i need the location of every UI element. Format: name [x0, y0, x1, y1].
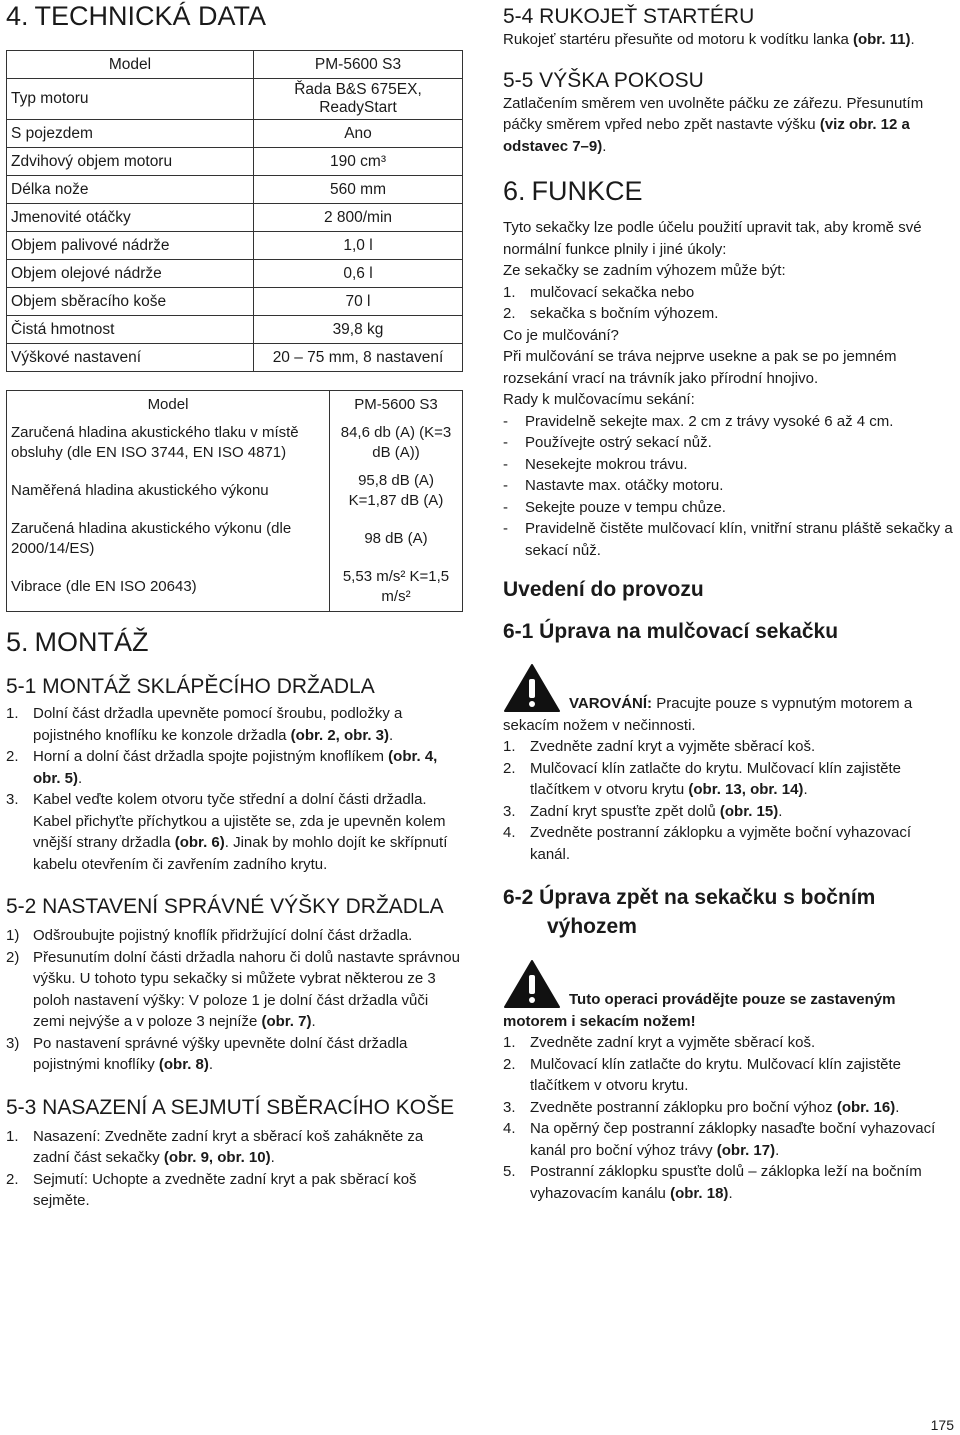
figure-ref: (obr. 8)	[158, 1056, 209, 1073]
spec-label: Objem palivové nádrže	[7, 232, 254, 260]
list-item	[6, 1126, 464, 1169]
figure-ref: (obr. 7)	[261, 1013, 312, 1030]
spec-label: Čistá hmotnost	[7, 316, 254, 344]
noise-table	[6, 390, 463, 612]
list-item	[503, 1118, 953, 1161]
item-text: Zadní kryt spusťte zpět dolů	[530, 802, 720, 820]
section-5-heading	[6, 626, 464, 658]
item-text: Sekejte pouze v tempu chůze.	[525, 498, 726, 516]
item-text-end: .	[803, 781, 808, 798]
left-column	[6, 0, 464, 1212]
spec-value: Ano	[254, 120, 463, 148]
dash-bullet: -	[503, 498, 508, 516]
warning-6-1	[503, 665, 953, 736]
section-6-1-heading: 6-1 Úprava na mulčovací sekačku	[503, 620, 839, 643]
item-number: 2)	[6, 948, 20, 966]
item-text: Mulčovací klín zatlačte do krytu. Mulčovací klín zajistěte tlačítkem v otvoru krytu.	[530, 1055, 901, 1094]
noise-label: Zaručená hladina akustického výkonu (dle 2000/14/ES)	[7, 515, 330, 563]
warning-body: Pracujte pouze s vypnutým motorem a sekacím nožem v nečinnosti.	[503, 695, 913, 734]
item-text: Dolní část držadla upevněte pomocí šroubu, podložky a pojistného knoflíku ke konzole držadla	[33, 705, 403, 744]
spec-value: 1,0 l	[254, 232, 463, 260]
funkce-answer: Při mulčování se tráva nejprve usekne a pak se po jemném rozsekání vrací na trávník jako přírodní hnojivo.	[503, 348, 897, 387]
section-5-4-heading: 5-4 RUKOJEŤ STARTÉRU	[503, 5, 755, 28]
item-text: Na opěrný čep postranní záklopky nasaďte boční vyhazovací kanál pro boční výhoz trávy	[530, 1120, 936, 1159]
table-row	[7, 260, 463, 288]
section-6-2-heading: 6-2 Úprava zpět na sekačku s bočním výhozem	[503, 886, 876, 938]
item-number: 1.	[6, 705, 19, 722]
figure-ref: (obr. 16)	[836, 1098, 896, 1116]
list-item	[503, 758, 953, 801]
warning-triangle-icon	[503, 663, 561, 713]
section-number: 5.	[6, 627, 29, 657]
item-number: 2.	[6, 1170, 19, 1188]
figure-ref: (obr. 11)	[852, 31, 911, 48]
item-text: Kabel veďte kolem otvoru tyče střední a dolní části držadla. Kabel přichyťte příchytkou a ujistěte se, zda je upevněn kolem vnější strany držadla	[33, 791, 446, 851]
item-text-end: .	[311, 1013, 316, 1030]
section-5-1-heading: 5-1 MONTÁŽ SKLÁPĚCÍHO DRŽADLA	[6, 675, 375, 698]
item-number: 3.	[503, 1098, 516, 1116]
item-number: 2.	[503, 759, 516, 777]
item-text-end: .	[895, 1098, 900, 1116]
section-4-heading	[6, 0, 464, 32]
warning-6-2	[503, 961, 953, 1032]
spec-value: Řada B&S 675EX, ReadyStart	[254, 79, 463, 120]
item-text: Nastavte max. otáčky motoru.	[525, 477, 724, 494]
table-row	[7, 176, 463, 204]
figure-ref: (obr. 4, obr. 5)	[33, 748, 438, 787]
funkce-intro: Tyto sekačky lze podle účelu použití upravit tak, aby kromě své normální funkce plnily i jiné úkoly:	[503, 219, 922, 258]
item-text: sekačka s bočním výhozem.	[530, 305, 719, 322]
item-text: Odšroubujte pojistný knoflík přidržující dolní část držadla.	[33, 927, 413, 944]
noise-value: 98 dB (A)	[330, 515, 463, 563]
item-number: 3)	[6, 1034, 20, 1052]
item-text: Po nastavení správné výšky upevněte dolní část držadla pojistnými knoflíky	[33, 1034, 408, 1073]
item-text: Mulčovací klín zatlačte do krytu. Mulčovací klín zajistěte tlačítkem v otvoru krytu	[530, 759, 901, 798]
section-5-5-heading: 5-5 VÝŠKA POKOSU	[503, 68, 704, 92]
list-item	[503, 736, 953, 758]
item-text: Zvedněte zadní kryt a vyjměte sběrací koš.	[530, 1034, 816, 1051]
paragraph-text: Rukojeť startéru přesuňte od motoru k vodítku lanka	[503, 31, 853, 48]
item-text: Zvedněte postranní záklopku a vyjměte boční vyhazovací kanál.	[530, 824, 912, 863]
table-row	[7, 563, 463, 612]
paragraph-end: .	[910, 31, 915, 48]
list-item	[6, 1033, 464, 1076]
figure-ref: (obr. 15)	[719, 802, 779, 820]
figure-ref: (obr. 6)	[174, 834, 225, 851]
item-text: Pravidelně čistěte mulčovací klín, vnitřní stranu pláště sekačky a sekací nůž.	[525, 520, 953, 559]
section-title: MONTÁŽ	[34, 627, 149, 657]
funkce-tips-list	[503, 411, 953, 562]
dash-bullet: -	[503, 412, 508, 430]
list-item	[503, 1054, 953, 1097]
spec-label: S pojezdem	[7, 120, 254, 148]
list-item	[503, 518, 953, 561]
item-text: Nesekejte mokrou trávu.	[525, 455, 688, 473]
noise-header-value: PM-5600 S3	[330, 391, 463, 420]
item-text-end: .	[775, 1141, 780, 1159]
item-number: 5.	[503, 1163, 516, 1180]
table-row	[7, 467, 463, 515]
noise-header-row	[7, 391, 463, 420]
paragraph-end: .	[602, 137, 607, 155]
start-heading: Uvedení do provozu	[503, 578, 704, 601]
section-6-heading	[503, 175, 953, 207]
spec-label: Typ motoru	[7, 79, 254, 120]
noise-header-label: Model	[7, 391, 330, 420]
noise-label: Vibrace (dle EN ISO 20643)	[7, 563, 330, 612]
item-text: Zvedněte zadní kryt a vyjměte sběrací koš.	[530, 738, 816, 755]
table-row	[7, 204, 463, 232]
item-number: 3.	[6, 791, 19, 808]
noise-label: Zaručená hladina akustického tlaku v místě obsluhy (dle EN ISO 3744, EN ISO 4871)	[7, 419, 330, 467]
spec-label: Objem sběracího koše	[7, 288, 254, 316]
spec-label: Zdvihový objem motoru	[7, 148, 254, 176]
list-item	[6, 789, 464, 875]
list-item	[503, 497, 953, 519]
item-text-end: .	[778, 802, 783, 820]
figure-ref: (obr. 18)	[670, 1184, 729, 1202]
item-number: 1.	[503, 1034, 516, 1051]
item-number: 1)	[6, 927, 20, 944]
table-row	[7, 344, 463, 372]
item-text-end: . Jinak by mohlo dojít ke skřípnutí kabelu otevřením či zavřením zadního krytu.	[33, 834, 448, 873]
warning-text: Tuto operaci provádějte pouze se zastaveným motorem i sekacím nožem!	[503, 991, 896, 1030]
table-row	[7, 419, 463, 467]
list-item	[503, 1032, 953, 1054]
item-text: Přesunutím dolní části držadla nahoru či dolů nastavte správnou výšku. U tohoto typu sekačky si můžete vybrat některou ze 3 poloh nastavení výšky: V poloze 1 je dolní část držadla vůči zemi nejvýše a v poloze 3 nejníže	[33, 948, 460, 1030]
spec-value: 70 l	[254, 288, 463, 316]
item-text-end: .	[270, 1149, 275, 1166]
dash-bullet: -	[503, 520, 508, 537]
item-text: Zvedněte postranní záklopku pro boční výhoz	[530, 1098, 837, 1116]
list-item	[503, 303, 953, 325]
noise-value: 5,53 m/s² K=1,5 m/s²	[330, 563, 463, 612]
spec-value: 2 800/min	[254, 204, 463, 232]
list-item	[503, 1161, 953, 1204]
figure-ref: (viz obr. 12 a odstavec 7–9)	[503, 116, 910, 155]
item-text: Nasazení: Zvedněte zadní kryt a sběrací koš zahákněte za zadní část sekačky	[33, 1127, 424, 1166]
item-number: 1.	[6, 1127, 19, 1145]
item-number: 2.	[503, 1055, 516, 1073]
spec-header-row	[7, 51, 463, 79]
item-text: Postranní záklopku spusťte dolů – záklopka leží na bočním vyhazovacím kanálu	[530, 1163, 922, 1202]
spec-label: Výškové nastavení	[7, 344, 254, 372]
funkce-options-list	[503, 282, 953, 325]
spec-label: Jmenovité otáčky	[7, 204, 254, 232]
paragraph-text: Zatlačením směrem ven uvolněte páčku ze zářezu. Přesunutím páčky směrem vpřed nebo zpět nastavte výšku	[503, 94, 924, 133]
funkce-tips-lead: Rady k mulčovacímu sekání:	[503, 391, 695, 408]
figure-ref: (obr. 9, obr. 10)	[163, 1149, 271, 1166]
list-item	[503, 475, 953, 497]
list-item	[503, 454, 953, 476]
spec-header-label: Model	[7, 51, 254, 79]
list-item	[503, 1097, 953, 1119]
item-text: mulčovací sekačka nebo	[530, 283, 695, 301]
list-item	[6, 703, 464, 746]
spec-table	[6, 50, 463, 372]
noise-label: Naměřená hladina akustického výkonu	[7, 467, 330, 515]
warning-text	[503, 693, 953, 736]
noise-value: 84,6 db (A) (K=3 dB (A))	[330, 419, 463, 467]
item-number: 1.	[503, 738, 516, 755]
section-title: FUNKCE	[531, 176, 643, 206]
funkce-options-lead: Ze sekačky se zadním výhozem může být:	[503, 262, 786, 279]
section-5-1-list	[6, 703, 464, 875]
list-item	[503, 282, 953, 304]
spec-value: 560 mm	[254, 176, 463, 204]
table-row	[7, 148, 463, 176]
item-text-end: .	[728, 1184, 733, 1202]
spec-value: 20 – 75 mm, 8 nastavení	[254, 344, 463, 372]
section-5-2-list	[6, 925, 464, 1076]
item-number: 3.	[503, 802, 516, 820]
figure-ref: (obr. 17)	[716, 1141, 776, 1159]
section-6-1-list	[503, 736, 953, 865]
noise-value: 95,8 dB (A) K=1,87 dB (A)	[330, 467, 463, 515]
right-column	[503, 0, 953, 1204]
item-number: 1.	[503, 283, 516, 301]
section-5-3-list	[6, 1126, 464, 1212]
table-row	[7, 232, 463, 260]
table-row	[7, 120, 463, 148]
item-text: Horní a dolní část držadla spojte pojistným knoflíkem	[33, 748, 389, 765]
page-number: 175	[930, 1417, 954, 1433]
section-5-4-text	[503, 29, 953, 51]
dash-bullet: -	[503, 455, 508, 473]
item-text: Pravidelně sekejte max. 2 cm z trávy vysoké 6 až 4 cm.	[525, 412, 894, 430]
section-number: 4.	[6, 1, 29, 31]
item-text: Sejmutí: Uchopte a zvedněte zadní kryt a pak sběrací koš sejměte.	[33, 1170, 417, 1209]
list-item	[6, 947, 464, 1033]
section-5-2-heading: 5-2 NASTAVENÍ SPRÁVNÉ VÝŠKY DRŽADLA	[6, 895, 444, 918]
item-number: 4.	[503, 1120, 516, 1137]
section-5-3-heading: 5-3 NASAZENÍ A SEJMUTÍ SBĚRACÍHO KOŠE	[6, 1095, 455, 1119]
item-text-end: .	[208, 1056, 214, 1073]
list-item	[6, 746, 464, 789]
spec-header-value: PM-5600 S3	[254, 51, 463, 79]
spec-label: Délka nože	[7, 176, 254, 204]
list-item	[6, 925, 464, 947]
list-item	[503, 432, 953, 454]
dash-bullet: -	[503, 477, 508, 494]
section-6-2-list	[503, 1032, 953, 1204]
spec-value: 39,8 kg	[254, 316, 463, 344]
item-text: Používejte ostrý sekací nůž.	[525, 434, 712, 451]
item-text-end: .	[389, 726, 394, 744]
item-number: 4.	[503, 824, 516, 841]
spec-value: 0,6 l	[254, 260, 463, 288]
figure-ref: (obr. 13, obr. 14)	[688, 781, 804, 798]
item-text-end: .	[78, 769, 83, 787]
warning-triangle-icon	[503, 959, 561, 1009]
dash-bullet: -	[503, 434, 508, 451]
section-number: 6.	[503, 176, 526, 206]
list-item	[503, 801, 953, 823]
table-row	[7, 515, 463, 563]
list-item	[6, 1169, 464, 1212]
section-5-5-text	[503, 93, 953, 158]
funkce-question: Co je mulčování?	[503, 326, 619, 344]
item-number: 2.	[503, 305, 516, 322]
table-row	[7, 316, 463, 344]
spec-label: Objem olejové nádrže	[7, 260, 254, 288]
list-item	[503, 411, 953, 433]
table-row	[7, 79, 463, 120]
figure-ref: (obr. 2, obr. 3)	[290, 726, 390, 744]
spec-value: 190 cm³	[254, 148, 463, 176]
section-title: TECHNICKÁ DATA	[34, 1, 267, 31]
list-item	[503, 822, 953, 865]
warning-label: VAROVÁNÍ:	[569, 695, 653, 712]
table-row	[7, 288, 463, 316]
item-number: 2.	[6, 748, 19, 765]
